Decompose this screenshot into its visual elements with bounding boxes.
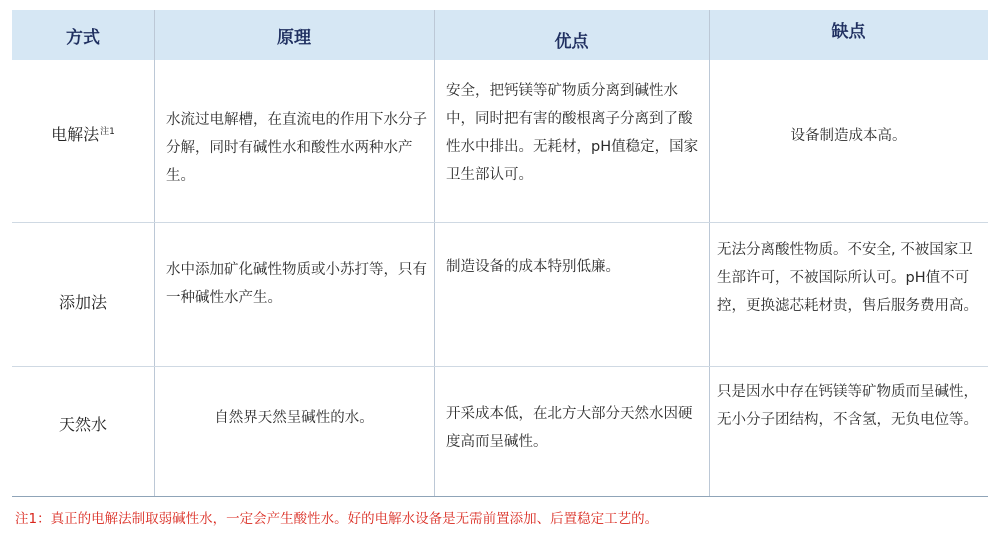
disadvantage-cell: 设备制造成本高。 — [790, 128, 907, 144]
principle-cell: 水流过电解槽，在直流电的作用下水分子分解，同时有碱性水和酸性水两种水产生。 — [166, 112, 427, 184]
principle-cell: 自然界天然呈碱性的水。 — [214, 410, 374, 426]
header-principle: 原理 — [277, 27, 311, 48]
row-divider — [12, 366, 988, 367]
column-divider — [434, 10, 435, 497]
advantage-cell: 开采成本低，在北方大部分天然水因硬度高而呈碱性。 — [446, 406, 693, 450]
header-method: 方式 — [66, 27, 100, 48]
advantage-cell: 安全，把钙镁等矿物质分离到碱性水中，同时把有害的酸根离子分离到了酸性水中排出。无耗材，pH值稳定，国家卫生部认可。 — [446, 83, 699, 183]
table-bottom-border — [12, 496, 988, 497]
column-divider — [709, 10, 710, 497]
method-cell: 天然水 — [58, 415, 107, 434]
disadvantage-cell: 无法分离酸性物质。不安全, 不被国家卫生部许可，不被国际所认可。pH值不可控，更换滤芯耗材贵，售后服务费用高。 — [717, 242, 978, 314]
principle-cell: 水中添加矿化碱性物质或小苏打等，只有一种碱性水产生。 — [166, 262, 427, 306]
table-header — [12, 10, 988, 60]
method-cell — [12, 122, 154, 145]
disadvantage-cell: 只是因水中存在钙镁等矿物质而呈碱性，无小分子团结构，不含氢，无负电位等。 — [717, 384, 978, 428]
comparison-table — [12, 10, 988, 497]
method-cell: 添加法 — [58, 293, 107, 312]
header-disadvantage: 缺点 — [831, 21, 866, 42]
footnote: 注1：真正的电解法制取弱碱性水，一定会产生酸性水。好的电解水设备是无需前置添加、后置稳定工艺的。 — [15, 511, 659, 527]
method-label: 电解法 — [51, 125, 100, 144]
footnote-marker: 注1 — [100, 126, 115, 137]
advantage-cell: 制造设备的成本特别低廉。 — [446, 259, 620, 275]
header-advantage: 优点 — [554, 31, 589, 52]
row-divider — [12, 222, 988, 223]
